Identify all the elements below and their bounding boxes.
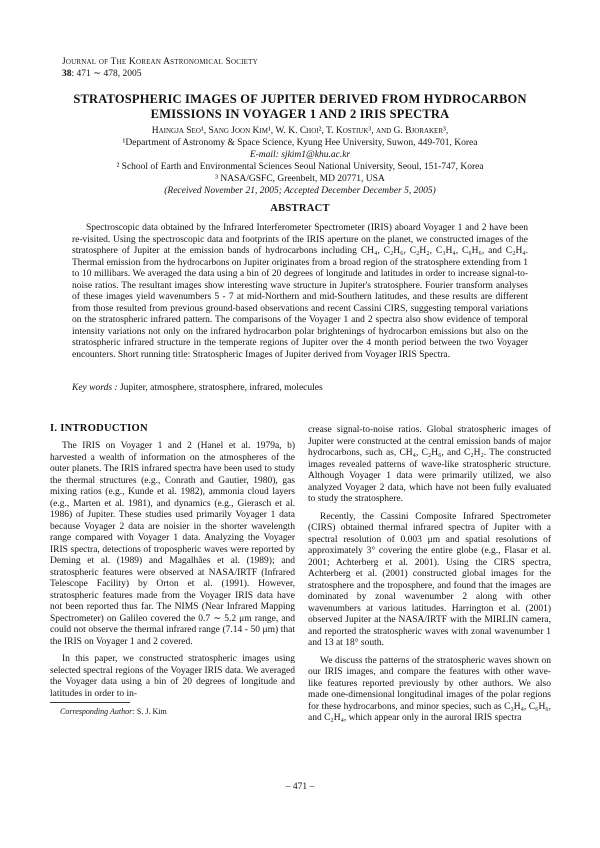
paper-title bbox=[60, 92, 540, 122]
keywords bbox=[72, 383, 528, 395]
affiliation-3: ³ NASA/GSFC, Greenbelt, MD 20771, USA bbox=[215, 174, 385, 184]
page-number: – 471 – bbox=[285, 782, 315, 792]
received-dates: (Received November 21, 2005; Accepted December December 5, 2005) bbox=[164, 186, 436, 196]
intro-paragraph-2-cont: crease signal-to-noise ratios. Global stratospheric images of Jupiter were constructed at the central emission bands of major hydrocarbons, such as, CH₄, C₂H₆, and C₂H₂. The constructed images revealed patterns of wave-like stratospheric structure. Although Voyager 1 data were primarily utilized, we also analyzed Voyager 2 data, which have not been fully evaluated to study the stratosphere. bbox=[308, 425, 551, 504]
journal-pages: : 471 ∼ 478, 2005 bbox=[71, 69, 142, 79]
affiliation-2: ² School of Earth and Environmental Sciences Seoul National University, Seoul, 151-747, Korea bbox=[116, 162, 484, 172]
author-email: E-mail: sjkim1@khu.ac.kr bbox=[249, 150, 351, 160]
footnote bbox=[60, 707, 167, 716]
title-line-1: STRATOSPHERIC IMAGES OF JUPITER DERIVED FROM HYDROCARBON bbox=[73, 92, 527, 106]
keywords-label: Key words : bbox=[72, 383, 118, 393]
title-line-2: EMISSIONS IN VOYAGER 1 AND 2 IRIS SPECTRA bbox=[150, 107, 450, 121]
affiliation-1: ¹Department of Astronomy & Space Science, Kyung Hee University, Suwon, 449-701, Korea bbox=[122, 138, 478, 148]
author-names: Haingja Seo¹, Sang Joon Kim¹, W. K. Choi², T. Kostiuk³, and G. Bjoraker³, bbox=[151, 126, 449, 136]
journal-name: Journal of The Korean Astronomical Society bbox=[62, 57, 258, 67]
journal-volume: 38 bbox=[62, 69, 72, 79]
intro-paragraph-4: We discuss the patterns of the stratospheric waves shown on our IRIS images, and compare the features with other wave-like features reported previously by other authors. We also made one-dimensional longitudinal images of the polar regions for these hydrocarbons, and minor species, such as C₃H₄, C₆H₆, and C₂H₄, which appear only in the auroral IRIS spectra bbox=[308, 655, 551, 723]
intro-paragraph-3: Recently, the Cassini Composite Infrared Spectrometer (CIRS) obtained thermal infrared spectra of Jupiter with a spectral resolution of 0.003 μm and spatial resolutions of approximately 3° covering the entire globe (e.g., Flasar et al. 2001; Achterberg et al. 2001). Using the CIRS spectra, Achterberg et al. (2001) constructed global images for the stratosphere and the troposphere, and found that the images are dominated by zonal wavenumber 2 along with other wavenumbers at various latitudes. Harrington et al. (2001) observed Jupiter at the NASA/IRTF with the MIRLIN camera, and reported the stratospheric waves with zonal wavenumber 1 and 13 at 18° south. bbox=[308, 511, 551, 648]
intro-paragraph-1: The IRIS on Voyager 1 and 2 (Hanel et al. 1979a, b) harvested a wealth of information on the atmospheres of the outer planets. The IRIS infrared spectra have been used to study the thermal structures (e.g., Conrath and Gautier, 1980), gas mixing ratios (e.g., Kunde et al. 1982), ammonia cloud layers (e.g., Marten et al. 1981), and dynamics (e.g., Gierasch et al. 1986) of Jupiter. These studies used primarily Voyager 1 data because Voyager 2 data are noisier in the shorter wavelength range compared with Voyager 1 data. Analyzing the Voyager IRIS spectra, detections of tropospheric waves were reported by Deming et al. (1989) and Magalhães et al. (1989); and stratospheric features were observed at NASA/IRTF (Infrared Telescope Facility) by Orton et al. (1991). However, stratospheric features made from the Voyager IRIS data have not been reported thus far. The NIMS (Near Infrared Mapping Spectrometer) on Galileo covered the 0.7 ∼ 5.2 μm range, and could not observe the thermal infrared range (7.14 - 50 μm) that the IRIS on Voyager 1 and 2 covered. bbox=[50, 441, 295, 647]
footnote-rule bbox=[50, 702, 130, 703]
footnote-label: Corresponding Author: bbox=[60, 707, 135, 716]
intro-paragraph-2: In this paper, we constructed stratospheric images using selected spectral regions of the Voyager IRIS data. We averaged the Voyager data using a bin of 20 degrees of longitude and latitudes in order to in- bbox=[50, 654, 295, 699]
abstract-text: Spectroscopic data obtained by the Infrared Interferometer Spectrometer (IRIS) aboard Voyager 1 and 2 have been re-visited. Using the spectroscopic data and footprints of the IRIS aperture on the planet, we constructed images of the stratosphere of Jupiter at the emission bands of hydrocarbons including CH₄, C₂H₆, C₂H₂, C₃H₄, C₆H₆, and C₂H₄. Thermal emission from the hydrocarbons on Jupiter originates from a broad region of the stratosphere extending from 1 to 10 millibars. We averaged the data using a bin of 20 degrees of longitude and latitudes in order to increase signal-to-noise ratios. The resultant images show interesting wave structure in Jupiter's stratosphere. Fourier transform analyses of these images yield wavenumbers 5 - 7 at mid-Northern and mid-Southern latitudes, and these results are different from those resulted from previous ground-based observations and recent Cassini CIRS, suggesting temporal variations on the stratospheric infrared pattern. The comparisons of the Voyager 1 and 2 spectra also show evidence of temporal intensity variations not only on the infrared hydrocarbon polar brightenings of hydrocarbon emissions but also on the stratospheric infrared structure in the temperate regions of Jupiter over the 4 month period between the two Voyager encounters. Short running title: Stratospheric Images of Jupiter derived from Voyager IRIS Spectra. bbox=[72, 223, 528, 360]
right-column bbox=[308, 425, 551, 731]
journal-header bbox=[62, 56, 258, 80]
author-block bbox=[40, 125, 560, 197]
section-heading-introduction: I. INTRODUCTION bbox=[50, 423, 148, 434]
footnote-name: S. J. Kim bbox=[134, 707, 167, 716]
left-column bbox=[50, 441, 295, 706]
keywords-text: Jupiter, atmosphere, stratosphere, infrared, molecules bbox=[117, 383, 323, 393]
abstract-heading: ABSTRACT bbox=[270, 203, 330, 214]
